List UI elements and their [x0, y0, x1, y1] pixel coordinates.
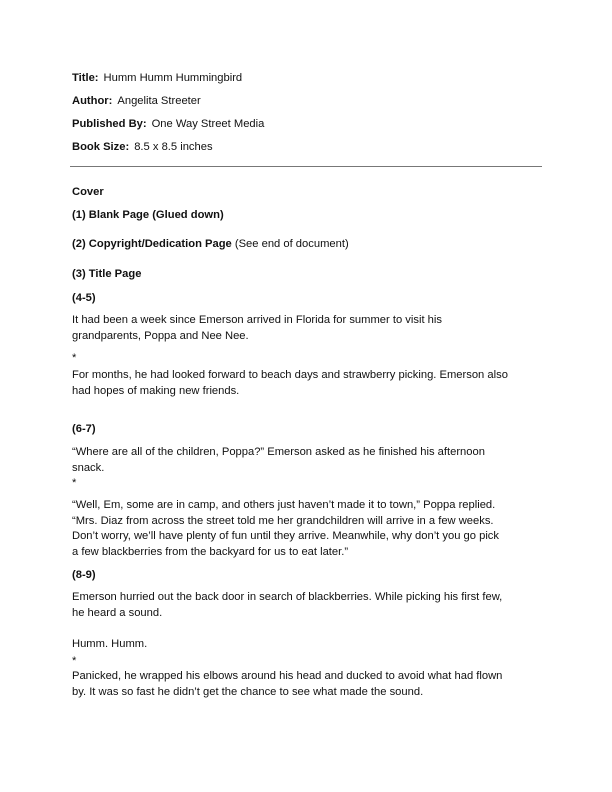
sound-line: Humm. Humm.	[72, 638, 148, 650]
text-line: a few blackberries from the backyard for us to eat later.”	[72, 545, 349, 558]
title-value: Humm Humm Hummingbird	[103, 72, 243, 84]
copyright-heading: (2) Copyright/Dedication Page	[72, 238, 232, 250]
book-size-label: Book Size:	[72, 141, 130, 153]
author-line	[72, 94, 201, 108]
copyright-note: (See end of document)	[234, 238, 349, 250]
text-line: by. It was so fast he didn’t get the chance to see what made the sound.	[72, 685, 424, 698]
text-line: Don’t worry, we’ll have plenty of fun until they arrive. Meanwhile, why don’t you go pick	[72, 530, 499, 542]
text-line: “Mrs. Diaz from across the street told me her grandchildren will arrive in a few weeks.	[72, 514, 494, 527]
spread-6-7-paragraph-2	[72, 498, 552, 560]
spread-6-7-paragraph-1	[72, 445, 552, 476]
spread-8-9-paragraph-1	[72, 590, 552, 621]
publisher-value: One Way Street Media	[151, 118, 265, 130]
text-line: grandparents, Poppa and Nee Nee.	[72, 329, 249, 342]
title-line	[72, 71, 242, 85]
divider	[70, 166, 542, 167]
copyright-line	[72, 237, 552, 253]
spread-8-9-heading: (8-9)	[72, 569, 96, 581]
title-page-heading: (3) Title Page	[72, 268, 142, 280]
author-value: Angelita Streeter	[117, 95, 201, 107]
spread-4-5-paragraph-1	[72, 313, 552, 344]
text-line: For months, he had looked forward to beach days and strawberry picking. Emerson also	[72, 369, 508, 381]
scene-separator: *	[72, 352, 77, 364]
cover-heading: Cover	[72, 186, 104, 198]
publisher-label: Published By:	[72, 118, 147, 130]
spread-4-5-heading: (4-5)	[72, 292, 96, 304]
title-label: Title:	[72, 72, 99, 84]
scene-separator: *	[72, 477, 77, 489]
blank-page-heading: (1) Blank Page (Glued down)	[72, 209, 224, 221]
text-line: “Where are all of the children, Poppa?” Emerson asked as he finished his afternoon	[72, 446, 485, 458]
text-line: It had been a week since Emerson arrived in Florida for summer to visit his	[72, 314, 442, 326]
text-line: he heard a sound.	[72, 606, 163, 619]
text-line: had hopes of making new friends.	[72, 384, 240, 397]
book-size-line	[72, 140, 213, 154]
text-line: snack.	[72, 461, 105, 474]
scene-separator: *	[72, 655, 77, 667]
spread-4-5-paragraph-2	[72, 368, 552, 399]
text-line: “Well, Em, some are in camp, and others just haven’t made it to town,” Poppa replied.	[72, 499, 496, 511]
text-line: Emerson hurried out the back door in search of blackberries. While picking his first few,	[72, 591, 503, 603]
book-size-value: 8.5 x 8.5 inches	[134, 141, 213, 153]
spread-8-9-paragraph-2	[72, 669, 552, 700]
publisher-line	[72, 117, 264, 131]
author-label: Author:	[72, 95, 113, 107]
text-line: Panicked, he wrapped his elbows around his head and ducked to avoid what had flown	[72, 670, 503, 682]
spread-6-7-heading: (6-7)	[72, 423, 96, 435]
